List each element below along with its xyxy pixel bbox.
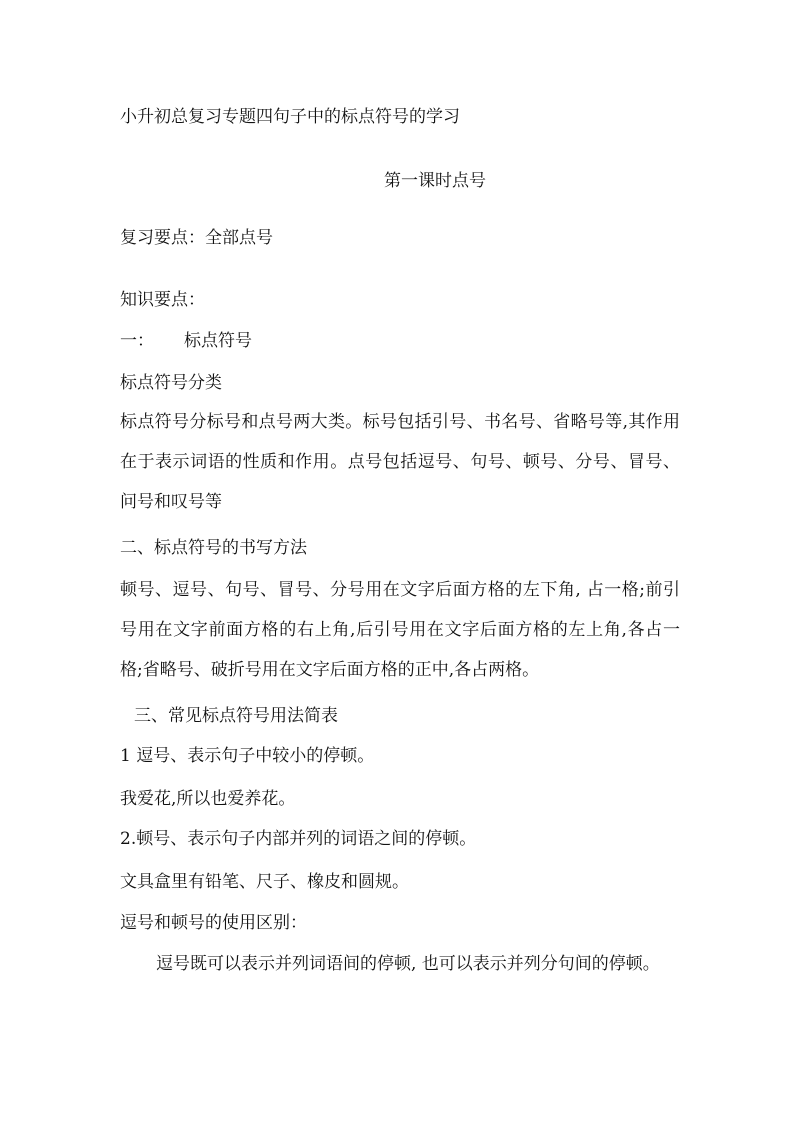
difference-paragraph: 逗号既可以表示并列词语间的停顿, 也可以表示并列分句间的停顿。 xyxy=(156,954,660,974)
comma-example: 我爱花,所以也爱养花。 xyxy=(120,789,296,809)
document-title: 小升初总复习专题四句子中的标点符号的学习 xyxy=(120,107,460,127)
section-one-title: 标点符号 xyxy=(184,331,252,351)
classification-heading: 标点符号分类 xyxy=(120,373,222,393)
lesson-title: 第一课时点号 xyxy=(384,171,486,191)
section-one-heading xyxy=(120,330,252,352)
review-points: 复习要点：全部点号 xyxy=(120,228,273,248)
dunhao-rule: 2.顿号、表示句子内部并列的词语之间的停顿。 xyxy=(120,829,477,849)
classification-paragraph: 标点符号分标号和点号两大类。标号包括引号、书名号、省略号等,其作用在于表示词语的性质和作用。点号包括逗号、句号、顿号、分号、冒号、问号和叹号等 xyxy=(120,412,680,512)
section-two-heading: 二、标点符号的书写方法 xyxy=(120,538,307,558)
difference-heading: 逗号和顿号的使用区别： xyxy=(120,913,307,933)
section-three-heading: 三、常见标点符号用法简表 xyxy=(134,706,338,726)
comma-rule: 1 逗号、表示句子中较小的停顿。 xyxy=(120,746,375,766)
knowledge-points-heading: 知识要点： xyxy=(120,290,205,310)
dunhao-example: 文具盒里有铅笔、尺子、橡皮和圆规。 xyxy=(120,872,409,892)
section-one-number: 一： xyxy=(120,331,154,351)
writing-method-paragraph: 顿号、逗号、句号、冒号、分号用在文字后面方格的左下角, 占一格;前引号用在文字前面方格的右上角,后引号用在文字后面方格的左上角,各占一格;省略号、破折号用在文字后面方格的正中,各占两格。 xyxy=(120,580,680,680)
